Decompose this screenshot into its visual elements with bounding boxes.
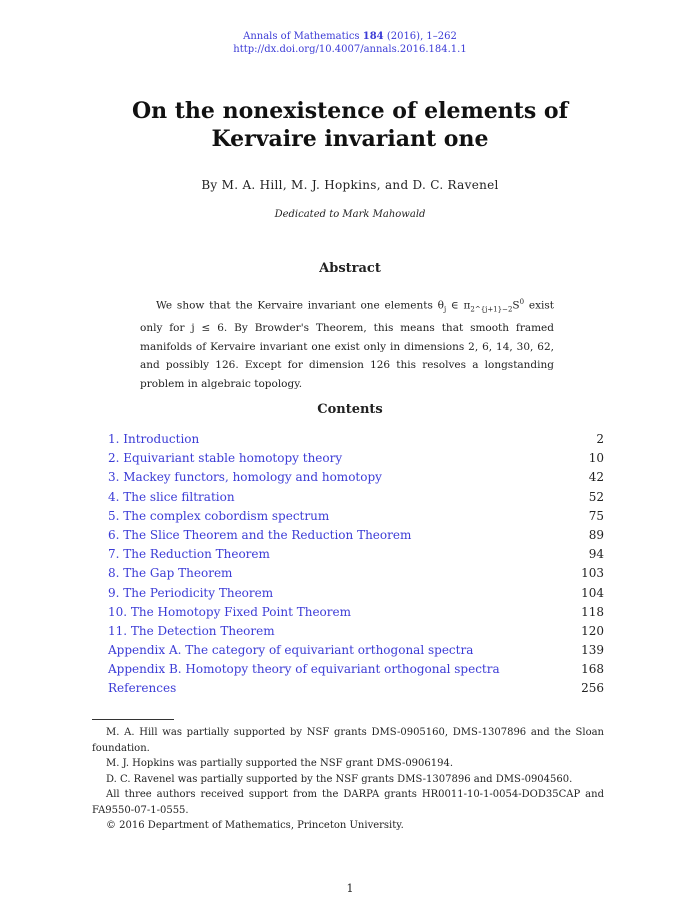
toc-entry-label[interactable]: References: [108, 681, 177, 696]
theta-subscript: j: [443, 305, 447, 314]
toc-entry-label[interactable]: 10. The Homotopy Fixed Point Theorem: [108, 604, 351, 619]
toc-entry-page: 89: [588, 527, 604, 542]
title-line-1: On the nonexistence of elements of: [131, 98, 569, 124]
toc-entry[interactable]: [108, 468, 604, 487]
toc-entry-page: 42: [588, 470, 604, 485]
toc-entry-label[interactable]: 9. The Periodicity Theorem: [108, 585, 274, 600]
toc-entry[interactable]: [108, 584, 604, 603]
dedication: Dedicated to Mark Mahowald: [274, 209, 426, 220]
toc-entry[interactable]: [108, 449, 604, 468]
toc-entry[interactable]: [108, 603, 604, 622]
toc-entry-label[interactable]: 8. The Gap Theorem: [108, 566, 233, 581]
toc-entry[interactable]: [108, 507, 604, 526]
toc-entry-page: 104: [581, 585, 604, 600]
footnotes: [92, 725, 604, 834]
toc-entry[interactable]: [108, 545, 604, 564]
toc-entry[interactable]: [108, 641, 604, 660]
toc-entry[interactable]: [108, 679, 604, 698]
toc-entry[interactable]: [108, 660, 604, 679]
table-of-contents: [108, 430, 604, 699]
journal-volume[interactable]: 184: [362, 31, 384, 42]
toc-entry-page: 120: [581, 623, 604, 638]
sphere-superscript: 0: [519, 298, 525, 306]
toc-entry-label[interactable]: 3. Mackey functors, homology and homotopy: [108, 470, 382, 485]
abstract-text: [140, 293, 554, 393]
journal-header: [0, 30, 700, 56]
toc-entry-label[interactable]: 6. The Slice Theorem and the Reduction Theorem: [108, 527, 412, 542]
toc-entry-page: 118: [581, 604, 604, 619]
toc-entry-page: 256: [581, 681, 604, 696]
toc-entry-page: 75: [588, 508, 604, 523]
contents-heading: Contents: [317, 402, 383, 417]
footnote: All three authors received support from the DARPA grants HR0011-10-1-0054-DOD35CAP and FA9550-07-1-0555.: [92, 789, 604, 816]
toc-entry[interactable]: [108, 564, 604, 583]
toc-entry-label[interactable]: 7. The Reduction Theorem: [108, 547, 270, 562]
abstract-part-4: exist only for j ≤ 6. By Browder's Theorem, this means that smooth framed manifolds of Kervaire invariant one exist only in dimensions 2, 6, 14, 30, 62, and possibly 126. Except for dimension 126 this resolves a longstanding problem in algebraic topology.: [140, 299, 554, 390]
toc-entry-page: 52: [588, 489, 604, 504]
paper-title: [0, 97, 700, 153]
authors: By M. A. Hill, M. J. Hopkins, and D. C. Ravenel: [201, 178, 499, 192]
footnote: M. J. Hopkins was partially supported the NSF grant DMS-0906194.: [106, 758, 454, 769]
title-line-2: Kervaire invariant one: [211, 126, 489, 152]
abstract-part-1: We show that the Kervaire invariant one elements θ: [156, 299, 444, 312]
toc-entry-page: 94: [588, 547, 604, 562]
footnote: D. C. Ravenel was partially supported by the NSF grants DMS-1307896 and DMS-0904560.: [106, 773, 573, 785]
toc-entry-page: 168: [581, 662, 604, 677]
page-number: 1: [346, 882, 354, 895]
abstract-part-3: S: [512, 299, 520, 312]
footnote: © 2016 Department of Mathematics, Princeton University.: [106, 820, 404, 831]
toc-entry-page: 10: [588, 451, 604, 466]
toc-entry-label[interactable]: 2. Equivariant stable homotopy theory: [108, 451, 343, 466]
toc-entry-page: 139: [581, 643, 604, 658]
toc-entry-page: 2: [596, 432, 604, 446]
footnote-rule: [92, 719, 174, 720]
toc-entry-label[interactable]: 1. Introduction: [108, 432, 200, 446]
abstract-heading: Abstract: [319, 261, 381, 276]
abstract-part-2: ∈ π: [446, 299, 471, 312]
footnote: M. A. Hill was partially supported by NSF grants DMS-0905160, DMS-1307896 and the Sloan foundation.: [92, 727, 604, 754]
toc-entry[interactable]: [108, 622, 604, 641]
toc-entry[interactable]: [108, 430, 604, 449]
journal-name[interactable]: Annals of Mathematics: [243, 31, 360, 42]
toc-entry-label[interactable]: Appendix A. The category of equivariant orthogonal spectra: [108, 643, 474, 658]
toc-entry-label[interactable]: 4. The slice filtration: [108, 489, 235, 504]
pi-subscript: 2^{j+1}−2: [470, 305, 513, 314]
toc-entry-label[interactable]: Appendix B. Homotopy theory of equivariant orthogonal spectra: [108, 662, 500, 677]
toc-entry[interactable]: [108, 526, 604, 545]
toc-entry-label[interactable]: 5. The complex cobordism spectrum: [108, 508, 330, 523]
toc-entry-label[interactable]: 11. The Detection Theorem: [108, 623, 275, 638]
doi-link[interactable]: http://dx.doi.org/10.4007/annals.2016.184.1.1: [233, 44, 467, 55]
journal-pages: (2016), 1–262: [386, 31, 457, 42]
toc-entry-page: 103: [581, 566, 604, 581]
toc-entry[interactable]: [108, 488, 604, 507]
